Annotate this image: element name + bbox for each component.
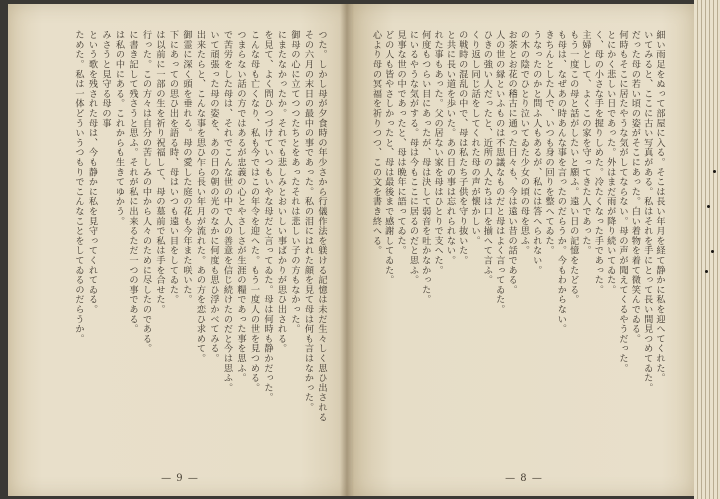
text-column: 御霊に深く頭を垂れる。母の愛した庭の花も今年また咲いた。 bbox=[181, 30, 192, 305]
text-column: 何度もつらい目にあったが、母は決して弱音を吐かなかった。 bbox=[419, 30, 431, 305]
text-column: にいるやうな気がする。母は今もここに居るのだと思ふ。 bbox=[407, 30, 419, 285]
right-page-text bbox=[370, 30, 666, 460]
text-column: と共に長い道を歩いた。あの日の事は忘れられない。 bbox=[444, 30, 456, 266]
text-column: れた事もあった。父の居ない家を母はひとりで支へた。 bbox=[432, 30, 444, 275]
page-number: — 8 — bbox=[505, 473, 543, 484]
text-column: の戦時の混乱の中で、母は私たち子供を守り抜いた。 bbox=[456, 30, 468, 266]
speck bbox=[713, 170, 716, 173]
speck bbox=[707, 205, 710, 208]
text-column: の木の陰でひとり泣いてゐた少女の頃の母を思ふ。 bbox=[518, 30, 530, 256]
text-column: 何時もそこに居たやうな気がしてならない。母の声が聞えてくるやうだった。 bbox=[617, 30, 629, 373]
book-spread bbox=[8, 4, 696, 496]
page-number: — 9 — bbox=[161, 473, 199, 484]
page-edge-stack bbox=[694, 0, 720, 499]
text-column: くり返し同じ話をしてくれた母の声が懐かしい。 bbox=[469, 30, 481, 246]
text-column: 御母の心に立てつつたちとをあったそれは悲しい子の方もなかった。 bbox=[289, 30, 300, 334]
text-column: にまたなかったか。それでも悲しみとおいしい事ばかりが思ひ出される。 bbox=[275, 30, 287, 354]
text-column: どの人も皆やさしかったと、母は最後まで感謝してゐた。 bbox=[382, 30, 394, 285]
text-column: うなったのかと問ふ人もあるが、私には答へられない。 bbox=[530, 30, 542, 275]
text-column: 心より母の冥福を祈りつつ、この文を書き終へる。 bbox=[370, 30, 382, 256]
speck bbox=[711, 250, 714, 253]
text-column: もう一度この母と話がしたいと願ふ。遠い日の記憶をたどる。 bbox=[567, 30, 579, 305]
text-column: きちんとした人で、いつも身の回りを整へてゐた。 bbox=[543, 30, 555, 256]
text-column: ためた。私は一体どういうつもりでこんなことをしてゐるのだらうか。 bbox=[73, 30, 84, 344]
text-column: は以前に一部の生を祈り祝福して、母の墓前で私は手を合せた。 bbox=[154, 30, 165, 315]
left-page-text bbox=[32, 30, 328, 460]
text-column: 下にあっての思ひ出を語る時、母はいつも遠い目をしてゐた。 bbox=[167, 30, 179, 305]
text-column: 見事な世の中であったと、母は晩年に語ってゐた。 bbox=[395, 30, 407, 256]
text-column: という歌を残された母は、今も静かに私を見守ってくれてゐる。 bbox=[86, 30, 98, 315]
text-column: で苦労をした母は、それでこんな世の中で人の善意を信じ続けたのだと今は思ふ。 bbox=[221, 30, 233, 393]
text-column: 人の世の縁といふものは不思議なものだと母はよく言ってゐた。 bbox=[493, 30, 505, 315]
text-column: 行った。この方々は自分の苦しみの中から人々のために尽したのである。 bbox=[140, 30, 152, 354]
text-column: だった母の若い頃の姿がそこにあった。白い着物を着て微笑んでゐる。 bbox=[629, 30, 641, 344]
text-column: その六月の末日の最中の事であった。私の泪にはれた顔を見て母は何も言はなかった。 bbox=[302, 30, 314, 413]
text-column: は私の中にある。これからも生きてゆかう。 bbox=[113, 30, 125, 226]
text-column: つた。しかし母が夕食時の年少さから行儀作法を躾ける記憶は未だ生々しく思ひ出される bbox=[316, 30, 327, 422]
text-column: も母は、なぜあの時あんな事を言ったのだらうか。今もわからない。 bbox=[555, 30, 567, 334]
text-column: 出来たらと、こんな事を思ひ乍ら長い年月が流れた。あの方を恋ひ求めて。 bbox=[194, 30, 206, 364]
text-column: 細い雨足をぬって部屋に入る。そこは長い年月を経て静かに私を迎へてくれた。 bbox=[654, 30, 665, 383]
text-column: に書き記して残さうと思ふ。それが私に出来るただ一つの事である。 bbox=[127, 30, 138, 334]
text-column: お茶とお花の稽古に通った日々も、今は遠い昔の話である。 bbox=[506, 30, 518, 295]
text-column: いてみると、ここに古い写真がある。私はそれを手にとって長い間見つめてゐた。 bbox=[641, 30, 653, 393]
text-column: 主婦として、よくこの家を守ってきた人であった。 bbox=[580, 30, 592, 256]
text-column: みさうと見守る母の事 bbox=[100, 30, 111, 128]
text-column: いて頑張った母の姿を、あの日の朝の光のなかに何度も思ひ浮かべてみる。 bbox=[208, 30, 219, 364]
left-page bbox=[8, 4, 352, 496]
right-page bbox=[352, 4, 696, 496]
speck bbox=[705, 270, 708, 273]
text-column: く、母の小さな手を握りしめた。冷たくなった手であった。 bbox=[592, 30, 604, 295]
text-column: こんな母も亡くなり、私も今ではこの年令を迎へた。もう一度人の世を見つめる。 bbox=[248, 30, 260, 393]
text-column: とにかく悲しい日であった。外はまだ雨が降り続いてゐた。 bbox=[604, 30, 616, 295]
text-column: を見て、よく問ひつづけていつもいやな母だと言ってゐた。母は何時も静かだった。 bbox=[262, 30, 273, 403]
text-column: ひきの強い人だったと、近所の人たちは口を揃へて言ふ。 bbox=[481, 30, 493, 285]
text-column: つまらない話の方ではあるが忠義の心とやさしさが生涯の糧であった事を思ふ。 bbox=[235, 30, 246, 383]
